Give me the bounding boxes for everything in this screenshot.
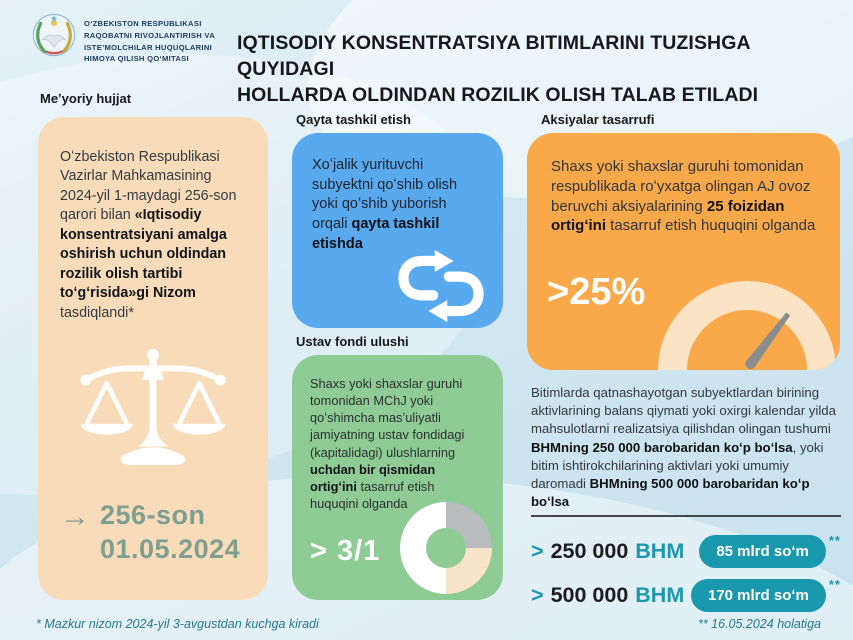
amount-unit: BHM xyxy=(635,583,685,607)
org-line: OʻZBEKISTON RESPUBLIKASI xyxy=(84,19,202,28)
percent-stat: >25% xyxy=(547,271,646,313)
one-third-stat: > 3/1 xyxy=(310,535,381,567)
document-reference xyxy=(60,499,240,567)
org-line: RAQOBATNI RIVOJLANTIRISH VA xyxy=(84,30,216,40)
gauge-icon xyxy=(658,281,836,370)
amount-value: 250 000 xyxy=(550,539,629,563)
sum-badge: 170 mlrd soʻm xyxy=(691,579,826,612)
org-line: ISTE’MOLCHILAR HUQUQLARINI xyxy=(84,42,213,52)
section-label-reorganization: Qayta tashkil etish xyxy=(296,112,411,127)
thresholds-text: Bitimlarda qatnashayotgan subyektlardan birining aktivlarining balans qiymati yoki oxirgi kalendar yilda mahsulotlarni realizatsiya qilishdan olingan tushumi BHMning 250 000 barobaridan koʻp boʻlsa, yoki bitim ishtirokchilarining aktivlari yoki umumiy daromadi BHMning 500 000 barobaridan koʻp boʻlsa xyxy=(531,384,841,517)
gauge-arc xyxy=(658,281,836,370)
title-line: IQTISODIY KONSENTRATSIYA BITIMLARINI TUZISHGA QUYIDAGI xyxy=(237,32,750,80)
normative-text: Oʻzbekiston Respublikasi Vazirlar Mahkamasining 2024-yil 1-maydagi 256-son qarori bilan «Iqtisodiy konsentratsiyani amalga oshirish uchun oldindan rozilik olish tartibi toʻgʻrisida»gi Nizom tasdiqlandi* xyxy=(60,149,237,321)
bhm-row-500000 xyxy=(531,579,841,612)
recycle-arrows-icon xyxy=(393,250,489,322)
amount-unit: BHM xyxy=(635,539,685,563)
card-normative-document xyxy=(38,117,268,600)
org-line: HIMOYA QILISH QOʻMITASI xyxy=(84,54,189,64)
organization-name xyxy=(84,18,259,65)
amount-value: 500 000 xyxy=(550,583,629,607)
arrow-icon: → xyxy=(60,500,90,533)
scales-of-justice-icon xyxy=(69,333,237,491)
section-label-charter-share: Ustav fondi ulushi xyxy=(296,334,409,349)
reorganization-text: Xoʻjalik yurituvchi subyektni qoʻshib olish yoki qoʻshib yuborish orqali qayta tashkil etishda xyxy=(312,157,458,252)
shares-text: Shaxs yoki shaxslar guruhi tomonidan respublikada roʻyxatga olingan AJ ovoz beruvchi aksiyalarining 25 foizidan ortigʻini tasarruf etish huquqini olganda xyxy=(551,158,816,235)
title-line: HOLLARDA OLDINDAN ROZILIK OLISH TALAB ETILADI xyxy=(237,83,759,106)
card-shares-disposal xyxy=(527,133,840,370)
sum-badge: 85 mlrd soʻm xyxy=(699,535,826,568)
footnote-marker: ** xyxy=(828,533,841,548)
document-date: 01.05.2024 xyxy=(100,533,241,564)
section-label-shares: Aksiyalar tasarrufi xyxy=(541,112,655,127)
charter-share-text: Shaxs yoki shaxslar guruhi tomonidan MChJ yoki qoʻshimcha masʼuliyatli jamiyatning ustav fondidagi (kapitalidagi) ulushlarning uchdan bir qismidan ortigʻini tasarruf etish huquqini olganda xyxy=(310,376,465,511)
card-reorganization xyxy=(292,133,503,328)
greater-than-sign: > xyxy=(531,583,544,607)
greater-than-sign: > xyxy=(531,539,544,563)
page-title xyxy=(237,31,849,109)
footnote-left: * Mazkur nizom 2024-yil 3-avgustdan kuchga kiradi xyxy=(36,617,319,631)
bhm-amount xyxy=(531,539,684,564)
section-label-normative: Meʼyoriy hujjat xyxy=(40,91,132,106)
footnote-marker: ** xyxy=(828,577,841,592)
card-charter-share xyxy=(292,355,503,600)
footnote-right: ** 16.05.2024 holatiga xyxy=(697,617,821,631)
uzbekistan-emblem-icon xyxy=(31,12,77,58)
document-number: 256-son xyxy=(100,500,206,530)
donut-chart-icon xyxy=(400,502,492,594)
bhm-amount xyxy=(531,583,684,608)
bhm-row-250000 xyxy=(531,535,841,568)
